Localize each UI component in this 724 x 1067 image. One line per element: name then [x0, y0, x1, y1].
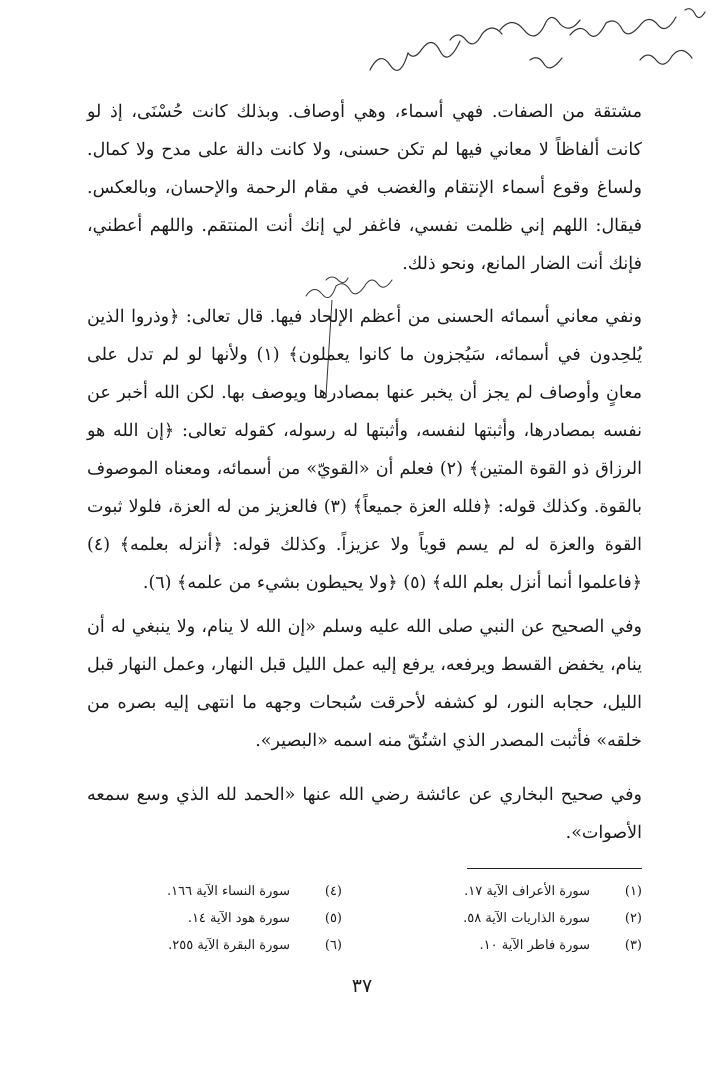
footnote-text: سورة الذاريات الآية ٥٨. [463, 911, 590, 926]
footnote-text: سورة الأعراف الآية ١٧. [464, 884, 590, 899]
handwritten-annotation-top [330, 0, 720, 95]
footnote-text: سورة فاطر الآية ١٠. [479, 938, 590, 953]
footnotes [82, 878, 642, 959]
footnote-5 [82, 905, 342, 932]
paragraph-4: وفي صحيح البخاري عن عائشة رضي الله عنها «الحمد لله الذي وسع سمعه الأصوات». [87, 785, 642, 843]
handwriting-scribble [330, 0, 720, 95]
footnote-2 [382, 905, 642, 932]
footnote-number: (٥) [324, 911, 342, 926]
footnote-6 [82, 932, 342, 959]
footnote-3 [382, 932, 642, 959]
paragraph-3: وفي الصحيح عن النبي صلى الله عليه وسلم «إن الله لا ينام، ولا ينبغي له أن ينام، يخفض القسط ويرفعه، يرفع إليه عمل الليل قبل النهار، وعمل النهار قبل الليل، حجابه النور، لو كشفه لأحرقت سُبحات وجهه ما انتهى إليه بصره من خلقه» فأثبت المصدر الذي اشتُقّ منه اسمه «البصير». [87, 617, 642, 751]
paragraph-2: ونفي معاني أسمائه الحسنى من أعظم الإلحاد فيها. قال تعالى: ﴿وذروا الذين يُلحِدون في أسمائه، سَيُجزون ما كانوا يعملون﴾ (١) ولأنها لو لم تدل على معانٍ وأوصاف لم يجز أن يخبر عنها بمصادرها ويوصف بها. لكن الله أخبر عن نفسه بمصادرها، وأثبتها لنفسه، وأثبتها له رسوله، كقوله تعالى: ﴿إن الله هو الرزاق ذو القوة المتين﴾ (٢) فعلم أن «القويّ» من أسمائه، ومعناه الموصوف بالقوة. وكذلك قوله: ﴿فلله العزة جميعاً﴾ (٣) فالعزيز من له العزة، فلولا ثبوت القوة والعزة له لم يسم قوياً ولا عزيزاً. وكذلك قوله: ﴿أنزله بعلمه﴾ (٤) ﴿فاعلموا أنما أنزل بعلم الله﴾ (٥) ﴿ولا يحيطون بشيء من علمه﴾ (٦). [87, 307, 642, 593]
page-number: ٣٧ [351, 975, 373, 997]
footnote-text: سورة هود الآية ١٤. [187, 911, 290, 926]
paragraph-1: مشتقة من الصفات. فهي أسماء، وهي أوصاف. وبذلك كانت حُسْنَى، إذ لو كانت ألفاظاً لا معاني فيها لم تكن حسنى، ولا كانت دالة على مدح ولا كمال. ولساغ وقوع أسماء الإنتقام والغضب في مقام الرحمة والإحسان، وبالعكس. فيقال: اللهم إني ظلمت نفسي، فاغفر لي إنك أنت المنتقم. واللهم أعطني، فإنك أنت الضار المانع، ونحو ذلك. [87, 102, 642, 274]
footnote-number: (٤) [324, 884, 342, 899]
footnote-separator [467, 868, 642, 869]
footnote-number: (١) [624, 884, 642, 899]
footnote-text: سورة البقرة الآية ٢٥٥. [168, 938, 290, 953]
footnote-number: (٢) [624, 911, 642, 926]
footnote-number: (٦) [324, 938, 342, 953]
footnote-4 [82, 878, 342, 905]
footnote-number: (٣) [624, 938, 642, 953]
footnote-1 [382, 878, 642, 905]
footnote-text: سورة النساء الآية ١٦٦. [167, 884, 290, 899]
